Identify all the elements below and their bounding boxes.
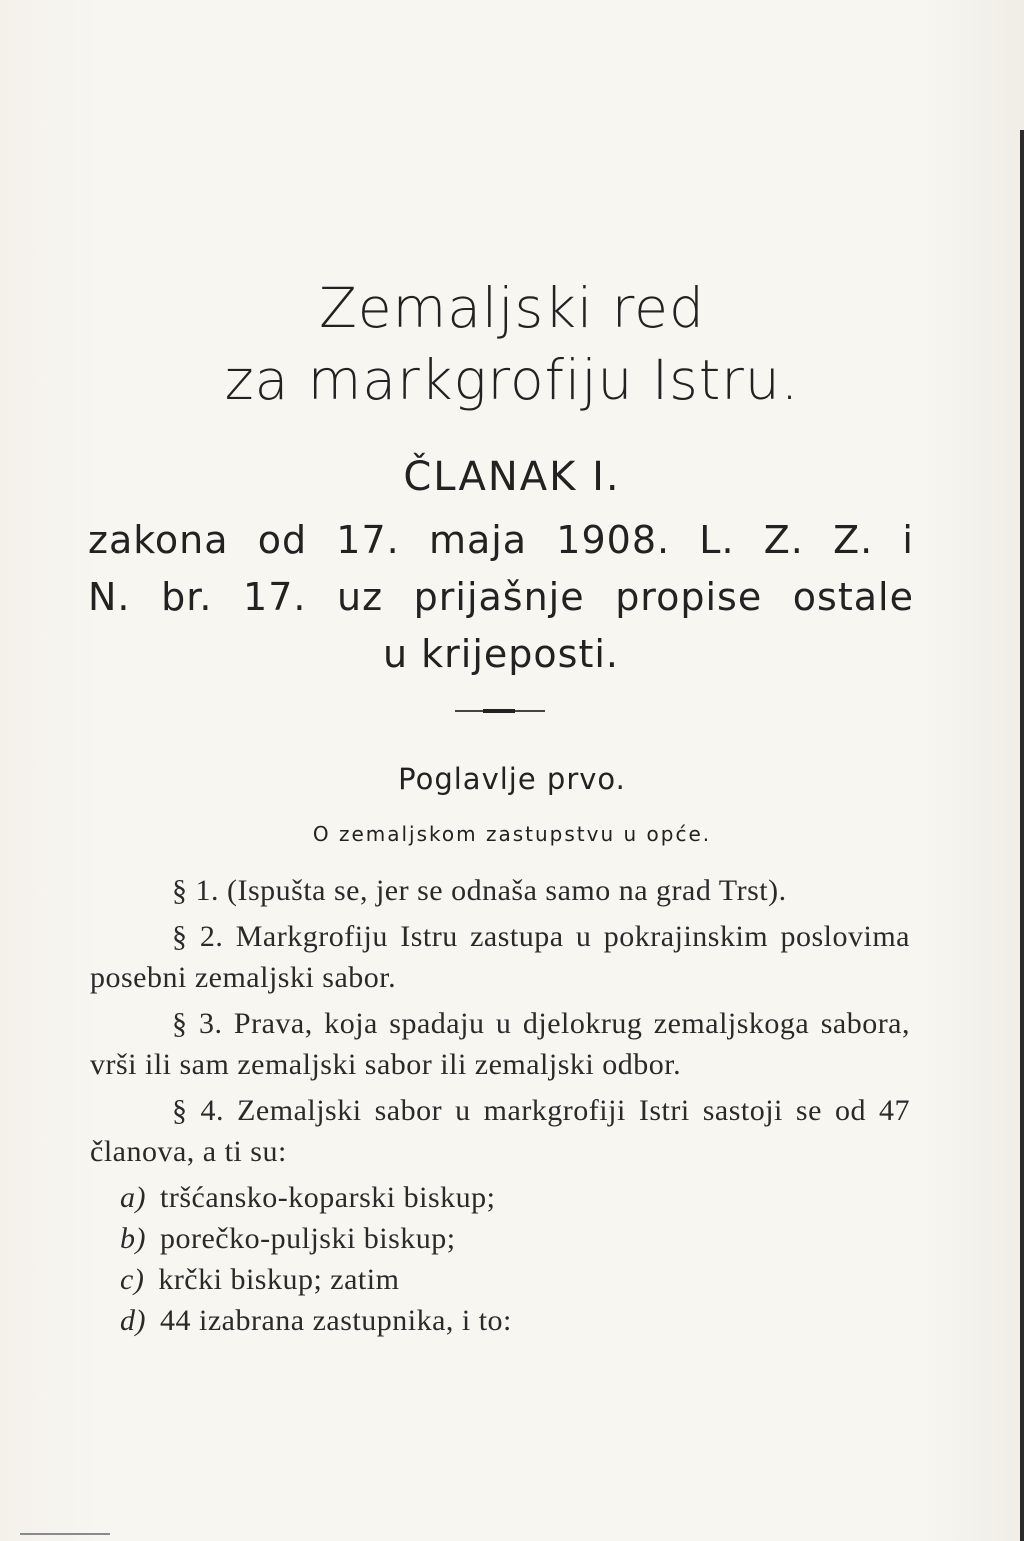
law-word: L. [699, 518, 735, 562]
law-word: od [257, 518, 308, 562]
law-word: br. [161, 575, 213, 619]
law-word: 1908. [556, 518, 671, 562]
list-item [90, 1218, 910, 1259]
list-marker: b) [120, 1222, 146, 1255]
article-heading: ČLANAK I. [403, 454, 621, 500]
section-divider [455, 710, 545, 712]
law-word: u krijeposti. [383, 632, 619, 676]
law-word: ostale [792, 575, 914, 619]
list-item-text: krčki biskup; zatim [158, 1263, 400, 1296]
law-word: Z. [763, 518, 804, 562]
paragraph-2: § 2. Markgrofiju Istru zastupa u pokrajinskim poslovima posebni zemaljski sabor. [90, 920, 910, 994]
list-item-text: tršćansko-koparski biskup; [160, 1181, 496, 1214]
chapter-heading: Poglavlje prvo. [398, 762, 626, 796]
list-marker: a) [120, 1181, 146, 1214]
paragraph-3: § 3. Prava, koja spadaju u djelokrug zemaljskoga sabora, vrši ili sam zemaljski sabor ili zemaljski odbor. [90, 1007, 910, 1081]
document-body [90, 870, 910, 1341]
chapter-subheading: O zemaljskom zastupstvu u opće. [312, 822, 712, 846]
law-word: Z. [833, 518, 874, 562]
law-word: prijašnje [413, 575, 585, 619]
list-item-text: 44 izabrana zastupnika, i to: [160, 1304, 512, 1337]
law-word: uz [337, 575, 384, 619]
list-marker: d) [120, 1304, 146, 1337]
list-item [90, 1300, 910, 1341]
law-reference-line-1 [88, 512, 914, 569]
page-bottom-mark [20, 1533, 110, 1535]
list-marker: c) [120, 1263, 145, 1296]
list-item [90, 1177, 910, 1218]
law-word: 17. [243, 575, 307, 619]
title-line-2: za markgrofiju Istru. [224, 348, 800, 412]
paragraph-1: § 1. (Ispušta se, jer se odnaša samo na grad Trst). [172, 874, 787, 907]
law-word: maja [428, 518, 528, 562]
law-word: N. [88, 575, 131, 619]
paragraph-4: § 4. Zemaljski sabor u markgrofiji Istri sastoji se od 47 članova, a ti su: [90, 1094, 910, 1168]
law-word: zakona [88, 518, 229, 562]
member-list [90, 1177, 910, 1341]
law-word: propise [615, 575, 763, 619]
list-item-text: porečko-puljski biskup; [160, 1222, 456, 1255]
law-word: i [902, 518, 914, 562]
list-item [90, 1259, 910, 1300]
document-title [0, 272, 1024, 416]
law-reference [88, 512, 914, 683]
law-reference-line-2 [88, 569, 914, 626]
law-word: 17. [336, 518, 400, 562]
law-reference-line-3 [88, 626, 914, 683]
title-line-1: Zemaljski red [319, 276, 705, 340]
